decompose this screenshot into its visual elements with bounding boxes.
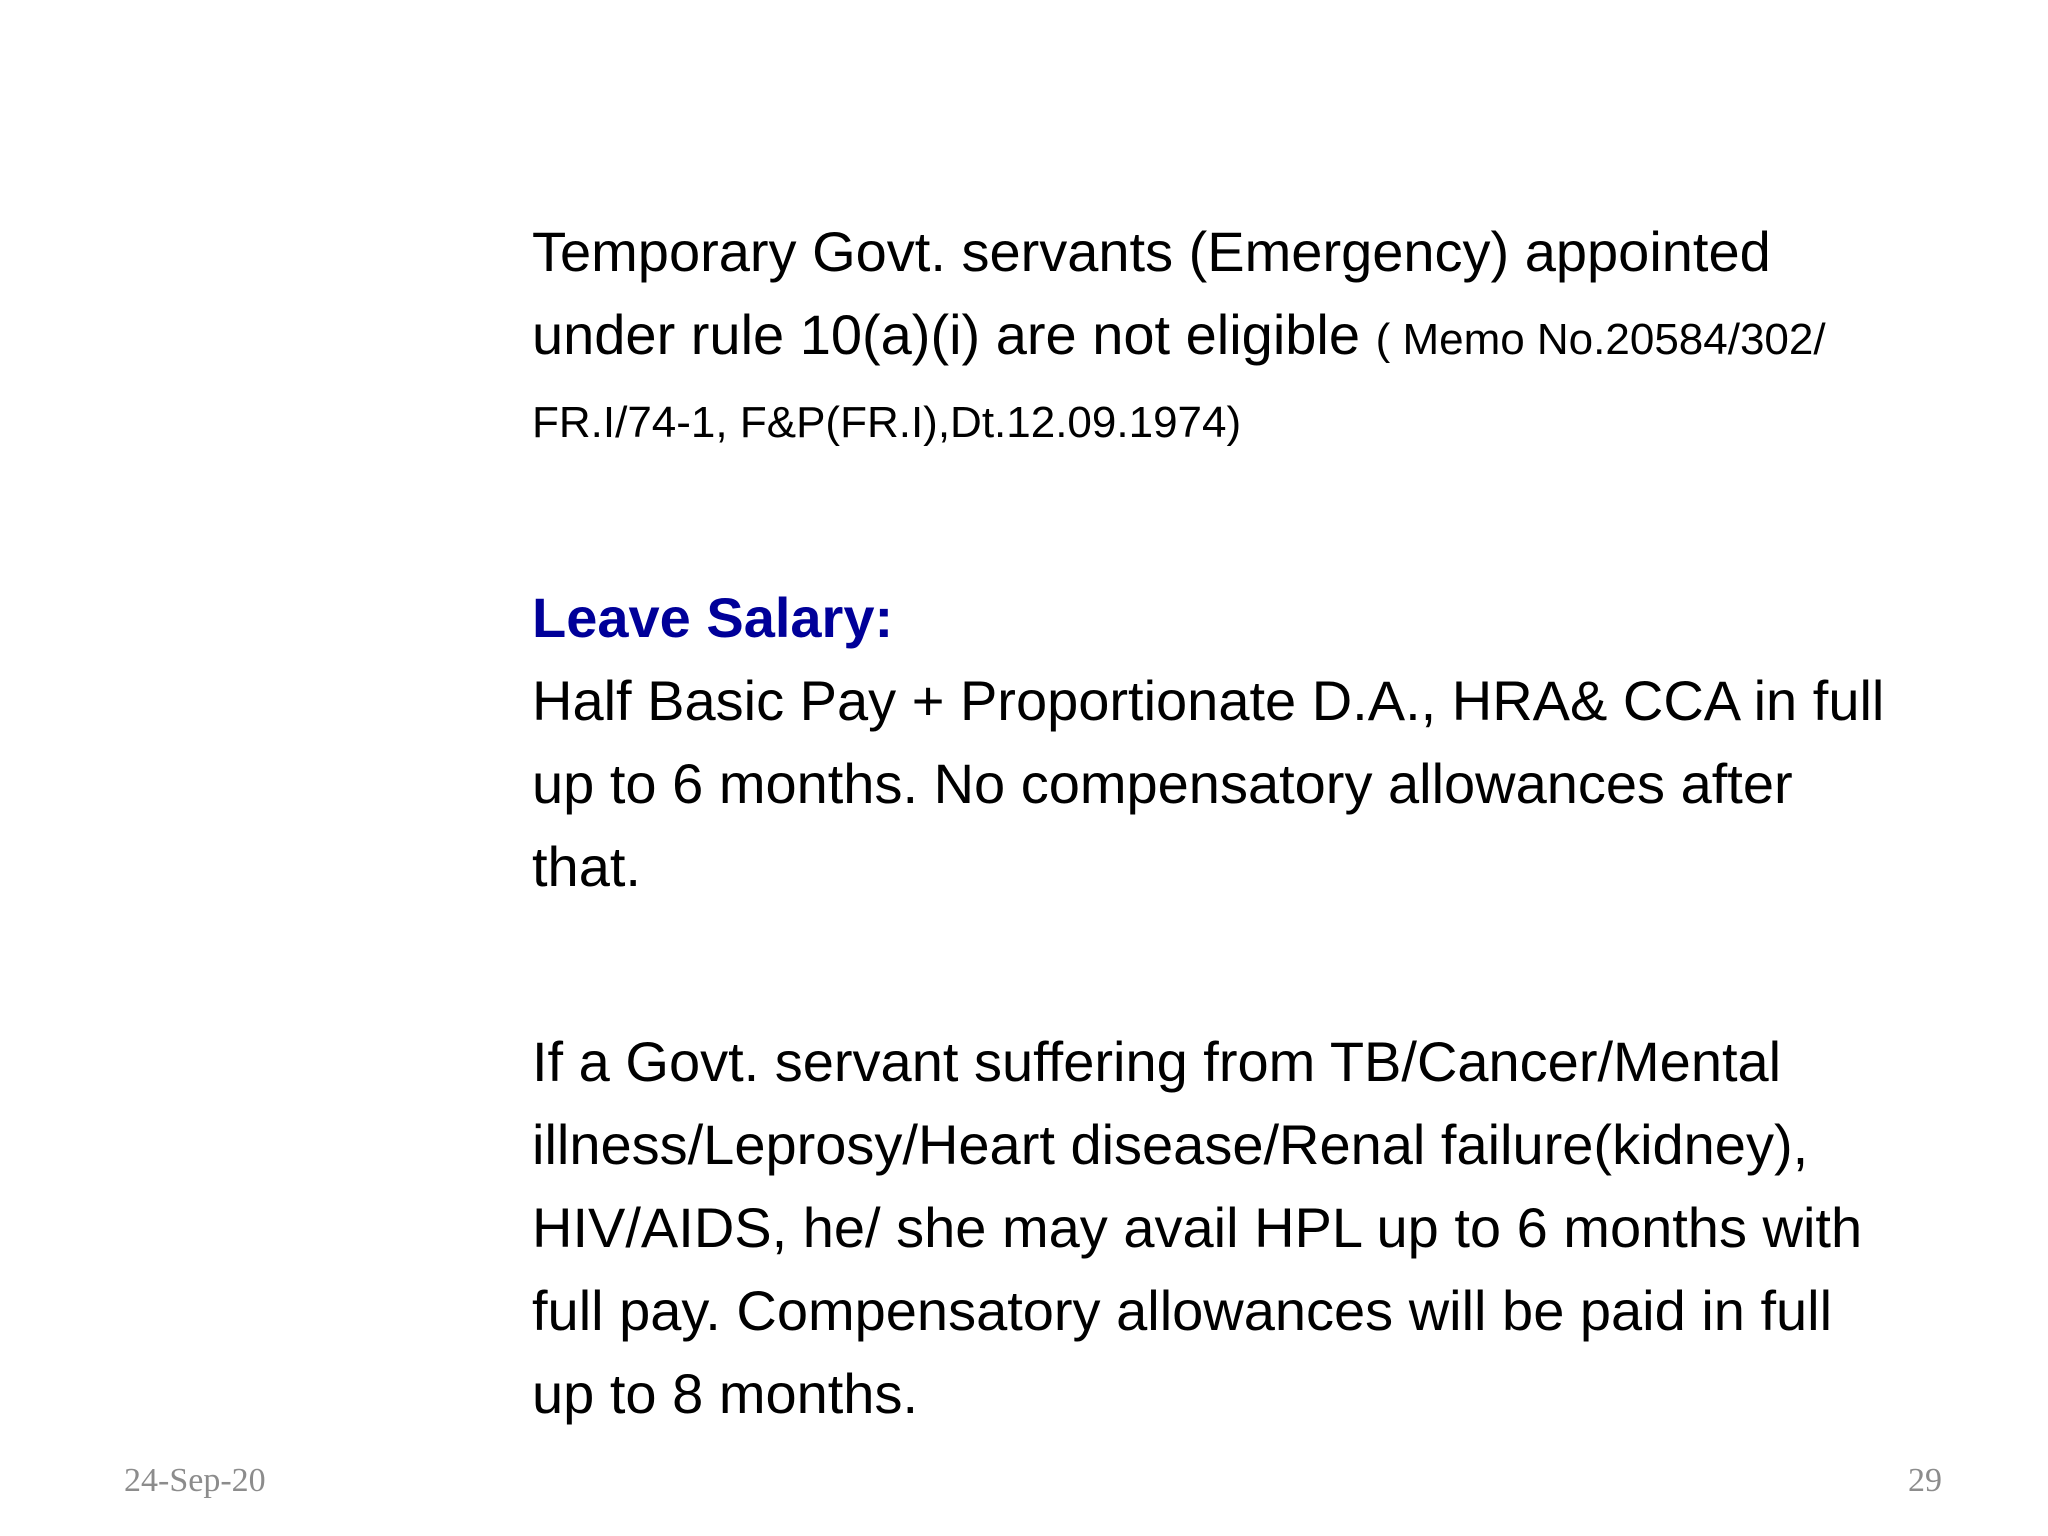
illness-line-4: full pay. Compensatory allowances will be paid in full: [532, 1279, 1833, 1342]
memo-reference-part-2: FR.I/74-1, F&P(FR.I),Dt.12.09.1974): [532, 398, 1242, 447]
illness-paragraph: [532, 1020, 2022, 1435]
footer-page-number: 29: [1908, 1462, 1942, 1499]
memo-reference-part-1: ( Memo No.20584/302/: [1375, 315, 1826, 364]
slide-content: [532, 210, 2022, 1435]
eligibility-line-2-text: under rule 10(a)(i) are not eligible: [532, 303, 1376, 366]
eligibility-paragraph: [532, 210, 2022, 464]
leave-salary-heading: Leave Salary:: [532, 586, 894, 649]
eligibility-line-2: [532, 293, 2022, 381]
eligibility-line-1: Temporary Govt. servants (Emergency) appointed: [532, 220, 1771, 283]
leave-salary-line-3: that.: [532, 835, 641, 898]
illness-line-2: illness/Leprosy/Heart disease/Renal failure(kidney),: [532, 1113, 1809, 1176]
leave-salary-line-2: up to 6 months. No compensatory allowances after: [532, 752, 1793, 815]
leave-salary-paragraph: [532, 659, 2022, 908]
footer-date: 24-Sep-20: [124, 1462, 266, 1499]
illness-line-5: up to 8 months.: [532, 1362, 919, 1425]
illness-line-3: HIV/AIDS, he/ she may avail HPL up to 6 months with: [532, 1196, 1863, 1259]
illness-line-1: If a Govt. servant suffering from TB/Cancer/Mental: [532, 1030, 1782, 1093]
leave-salary-line-1: Half Basic Pay + Proportionate D.A., HRA& CCA in full: [532, 669, 1885, 732]
